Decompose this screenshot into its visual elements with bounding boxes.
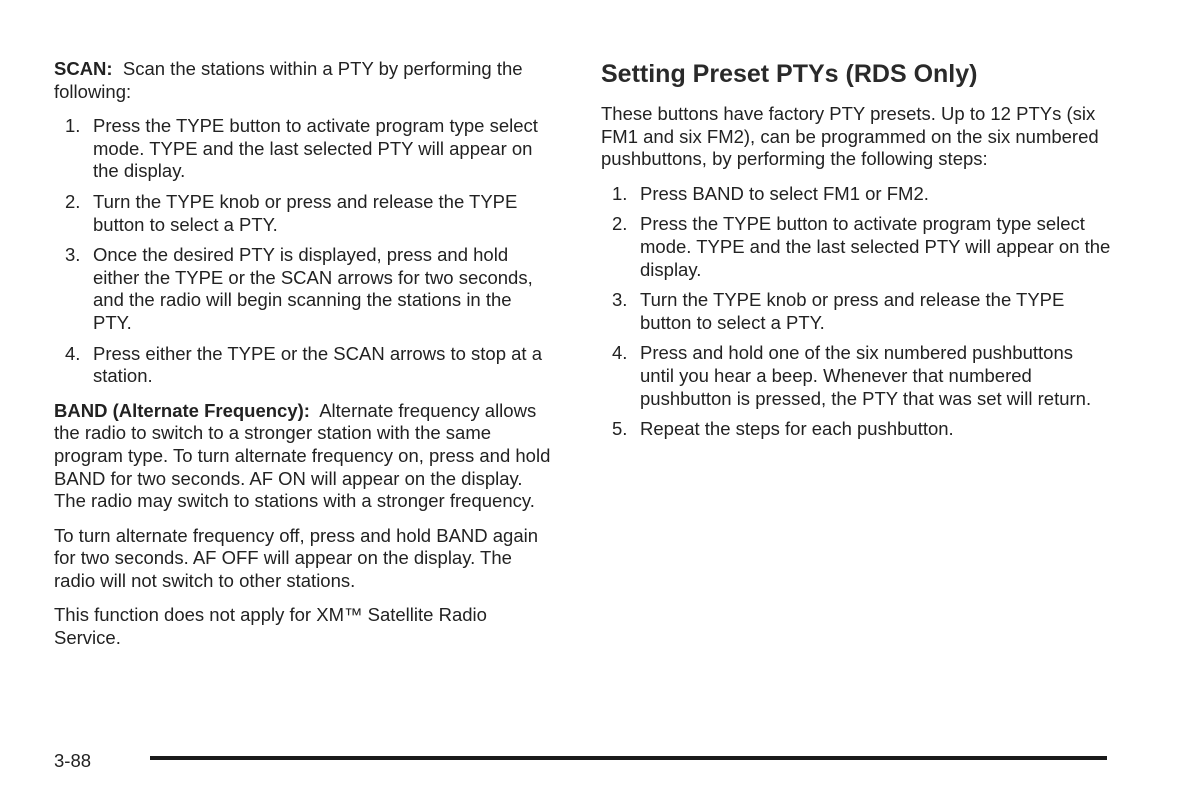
scan-steps-list (54, 115, 554, 388)
list-item (601, 213, 1111, 281)
list-item (601, 289, 1111, 334)
right-column (601, 58, 1111, 453)
scan-paragraph (54, 58, 554, 103)
step-number: 1. (65, 115, 81, 137)
af-off-paragraph: To turn alternate frequency off, press and hold BAND again for two seconds. AF OFF will appear on the display. The radio will not switch to other stations. (54, 524, 539, 591)
step-text: Turn the TYPE knob or press and release the TYPE button to select a PTY. (640, 289, 1065, 333)
list-item (601, 183, 1111, 206)
xm-note-paragraph: This function does not apply for XM™ Satellite Radio Service. (54, 604, 487, 649)
step-text: Repeat the steps for each pushbutton. (640, 418, 954, 440)
step-number: 2. (612, 213, 628, 235)
list-item (54, 191, 554, 236)
step-number: 5. (612, 418, 628, 440)
step-text: Once the desired PTY is displayed, press and hold either the TYPE or the SCAN arrows for two seconds, and the radio will begin scanning the stations in the PTY. (93, 244, 533, 333)
intro-paragraph: These buttons have factory PTY presets. Up to 12 PTYs (six FM1 and six FM2), can be programmed on the six numbered pushbuttons, by performing the following steps: (601, 103, 1099, 170)
step-number: 3. (65, 244, 81, 266)
list-item (54, 343, 554, 388)
list-item (54, 115, 554, 183)
step-text: Press the TYPE button to activate program type select mode. TYPE and the last selected PTY will appear on the display. (640, 213, 1111, 280)
step-text: Turn the TYPE knob or press and release the TYPE button to select a PTY. (93, 190, 518, 235)
scan-label: SCAN: (54, 58, 113, 79)
step-number: 4. (612, 342, 628, 364)
step-number: 2. (65, 190, 81, 212)
band-text: Alternate frequency allows the radio to switch to a stronger station with the same program type. To turn alternate frequency on, press and hold BAND for two seconds. AF ON will appear on the display. The radio may switch to stations with a stronger frequency. (54, 399, 551, 512)
scan-text: Scan the stations within a PTY by performing the following: (54, 58, 523, 102)
step-text: Press the TYPE button to activate program type select mode. TYPE and the last selected PTY will appear on the display. (93, 115, 538, 182)
left-column (54, 58, 554, 662)
step-number: 1. (612, 182, 628, 204)
step-text: Press and hold one of the six numbered pushbuttons until you hear a beep. Whenever that numbered pushbutton is pressed, the PTY that was set will return. (640, 342, 1092, 409)
step-text: Press BAND to select FM1 or FM2. (640, 182, 929, 204)
section-heading: Setting Preset PTYs (RDS Only) (601, 60, 978, 88)
step-number: 4. (65, 342, 81, 364)
list-item (601, 418, 1111, 441)
page-number: 3-88 (54, 750, 92, 771)
list-item (54, 244, 554, 334)
step-number: 3. (612, 289, 628, 311)
preset-steps-list (601, 183, 1111, 441)
footer-rule (150, 756, 1107, 760)
list-item (601, 342, 1111, 410)
band-paragraph (54, 400, 554, 513)
band-label: BAND (Alternate Frequency): (54, 399, 310, 421)
step-text: Press either the TYPE or the SCAN arrows to stop at a station. (93, 342, 542, 387)
